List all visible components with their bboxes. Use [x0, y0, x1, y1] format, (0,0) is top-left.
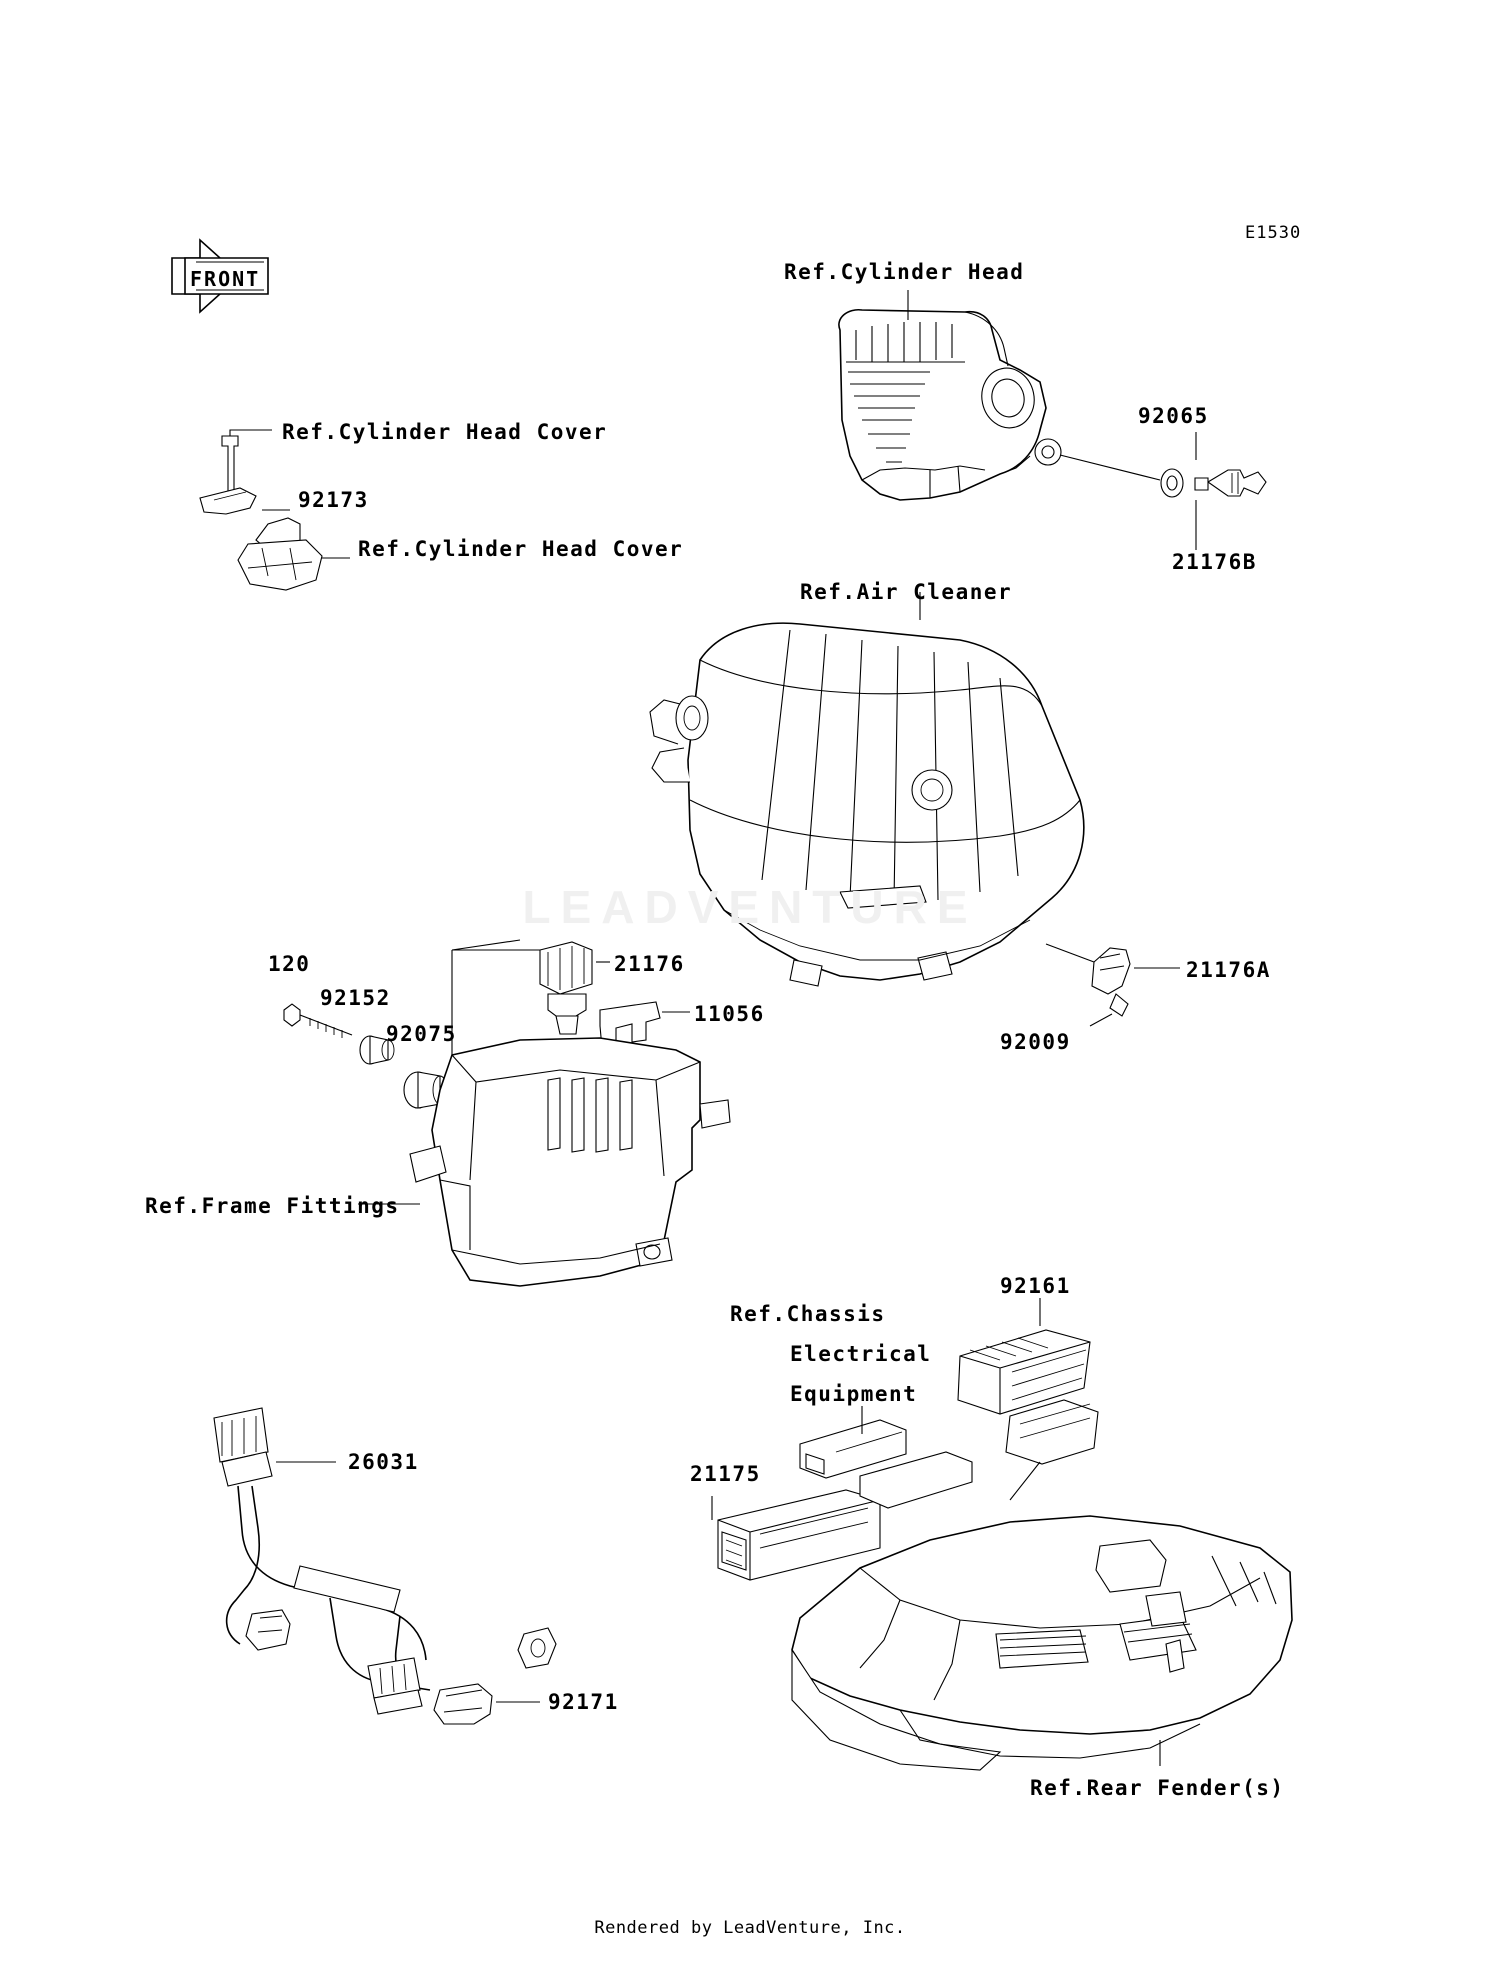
air-cleaner-drawing — [650, 623, 1084, 986]
label-ref-chassis-line1: Ref.Chassis — [730, 1302, 886, 1326]
part-number-11056: 11056 — [694, 1002, 765, 1026]
leader-92161-lower — [1010, 1462, 1040, 1500]
oring-92065 — [1161, 469, 1183, 497]
part-number-21176: 21176 — [614, 952, 685, 976]
clamp-92171 — [434, 1684, 492, 1724]
leader-ref-cylinder-head-cover-1 — [230, 430, 272, 436]
rear-fender-drawing — [792, 1516, 1292, 1770]
part-number-92161: 92161 — [1000, 1274, 1071, 1298]
label-ref-air-cleaner: Ref.Air Cleaner — [800, 580, 1013, 604]
part-number-92075: 92075 — [386, 1022, 457, 1046]
part-number-21176A: 21176A — [1186, 958, 1271, 982]
footer-credit: Rendered by LeadVenture, Inc. — [594, 1918, 906, 1938]
watermark: LEADVENTURE — [522, 881, 978, 933]
leader-sensor-mount — [1046, 944, 1094, 962]
label-ref-cylinder-head-cover-1: Ref.Cylinder Head Cover — [282, 420, 608, 444]
front-arrow-label: FRONT — [190, 267, 261, 291]
part-number-92173: 92173 — [298, 488, 369, 512]
leader-92065 — [1060, 455, 1160, 480]
part-number-120: 120 — [268, 952, 311, 976]
sensor-21176A — [1092, 948, 1130, 1016]
part-number-21175: 21175 — [690, 1462, 761, 1486]
sensor-21176 — [540, 942, 592, 1034]
label-ref-cylinder-head-cover-2: Ref.Cylinder Head Cover — [358, 537, 684, 561]
oxygen-sensor-21176B — [1195, 470, 1266, 496]
label-ref-chassis-line2: Electrical — [790, 1342, 932, 1366]
clamp-92173 — [200, 488, 256, 514]
diagram-code: E1530 — [1245, 223, 1302, 243]
part-number-92009: 92009 — [1000, 1030, 1071, 1054]
bolt-upper-left — [222, 436, 238, 492]
part-number-92171: 92171 — [548, 1690, 619, 1714]
label-ref-chassis-line3: Equipment — [790, 1382, 918, 1406]
label-ref-rear-fender: Ref.Rear Fender(s) — [1030, 1776, 1285, 1800]
cylinder-head-drawing — [839, 310, 1061, 500]
cylinder-head-cover-sensor — [238, 518, 322, 590]
part-number-21176B: 21176B — [1172, 550, 1257, 574]
ecu-tray-drawing — [410, 940, 730, 1286]
ecu-21175 — [718, 1490, 880, 1580]
label-ref-frame-fittings: Ref.Frame Fittings — [145, 1194, 400, 1218]
leader-92009 — [1090, 1014, 1112, 1026]
part-number-92065: 92065 — [1138, 404, 1209, 428]
part-number-26031: 26031 — [348, 1450, 419, 1474]
part-number-92152: 92152 — [320, 986, 391, 1010]
label-ref-cylinder-head: Ref.Cylinder Head — [784, 260, 1025, 284]
